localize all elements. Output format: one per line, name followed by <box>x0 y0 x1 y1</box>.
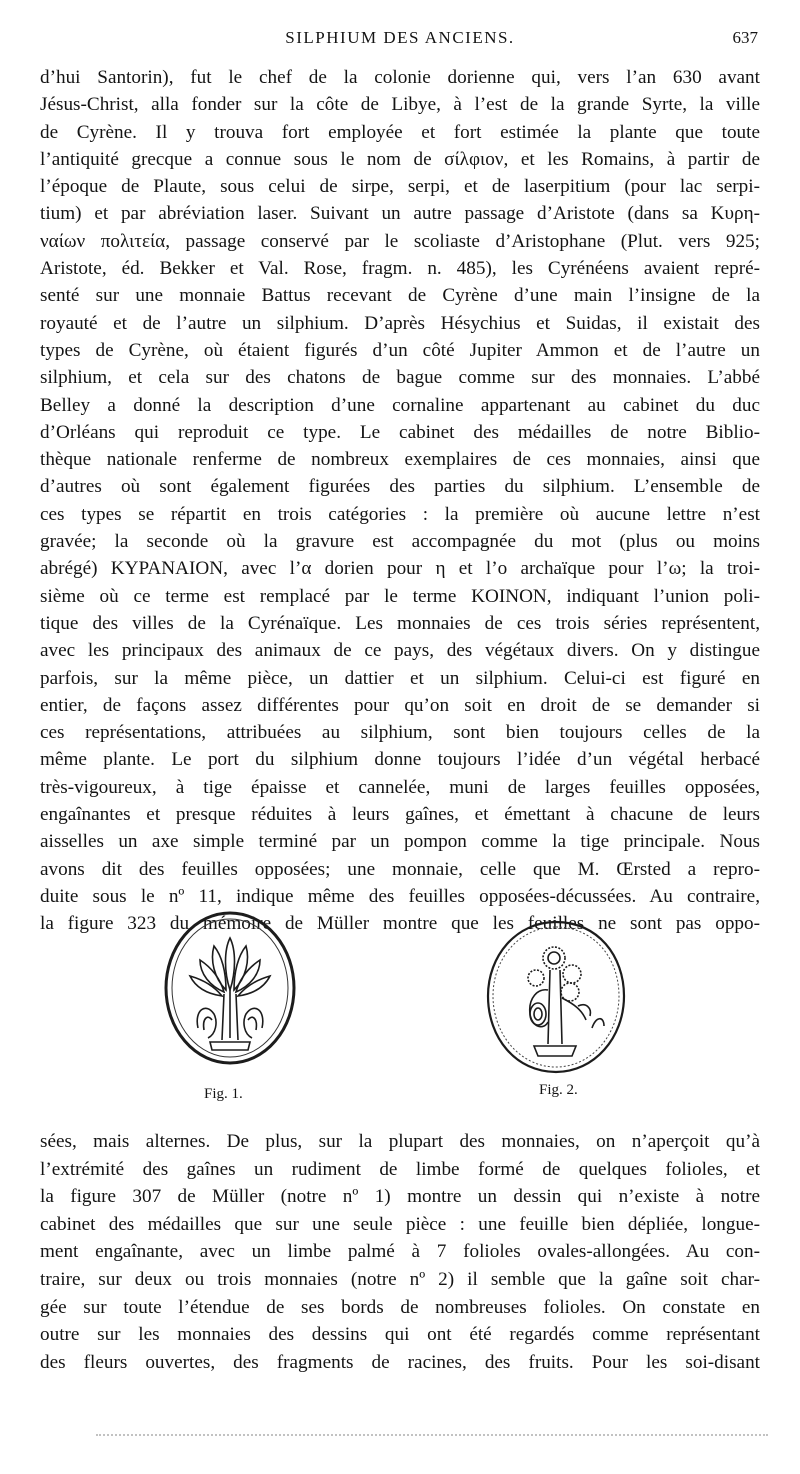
text-line: outre sur les monnaies des dessins qui ont été regardés comme représentant <box>40 1324 760 1346</box>
text-line: abrégé) KYPANAION, avec l’α dorien pour η et l’o archaïque pour l’ω; la troi- <box>40 558 760 580</box>
running-title: SILPHIUM DES ANCIENS. <box>285 28 515 47</box>
text-line: duite sous le nº 11, indique même des feuilles opposées-décussées. Au contraire, <box>40 885 760 907</box>
figure-2-caption: Fig. 2. <box>539 1082 578 1098</box>
text-line: la figure 323 du mémoire de Müller montre que les feuilles ne sont pas oppo- <box>40 913 760 935</box>
text-line: Jésus-Christ, alla fonder sur la côte de Libye, à l’est de la grande Syrte, la ville <box>40 94 760 116</box>
paragraph-2 <box>40 1128 760 1376</box>
text-line: très-vigoureux, à tige épaisse et cannelée, muni de larges feuilles opposées, <box>40 776 760 798</box>
text-line: avons dit des feuilles opposées; une monnaie, celle que M. Œrsted a repro- <box>40 858 760 880</box>
text-line: d’Orléans qui reproduit ce type. Le cabinet des médailles de notre Biblio- <box>40 421 760 443</box>
text-line: la figure 307 de Müller (notre nº 1) montre un dessin qui n’existe à notre <box>40 1186 760 1208</box>
text-line: l’extrémité des gaînes un rudiment de limbe formé de quelques folioles, et <box>40 1158 760 1180</box>
text-line: cabinet des médailles que sur une seule pièce : une feuille bien dépliée, longue- <box>40 1213 760 1235</box>
text-line: avec les principaux des animaux de ce pays, des végétaux divers. On y distingue <box>40 640 760 662</box>
text-line: aisselles un axe simple terminé par un pompon comme la tige principale. Nous <box>40 831 760 853</box>
page-header <box>40 28 760 54</box>
text-line: Aristote, éd. Bekker et Val. Rose, fragm. n. 485), les Cyrénéens avaient repré- <box>40 258 760 280</box>
text-line: d’autres où sont également figurées des parties du silphium. L’ensemble de <box>40 476 760 498</box>
text-line: entier, de façons assez différentes pour qu’on soit en droit de se demander si <box>40 694 760 716</box>
text-line: ces types se répartit en trois catégories : la première où aucune lettre n’est <box>40 503 760 525</box>
text-line: ναίων πολιτεία, passage conservé par le scoliaste d’Aristophane (Plut. vers 925; <box>40 230 760 252</box>
text-line: sées, mais alternes. De plus, sur la plupart des monnaies, on n’aperçoit qu’à <box>40 1131 760 1152</box>
text-line: tique des villes de la Cyrénaïque. Les monnaies de ces trois séries représentent, <box>40 612 760 634</box>
text-line: ces représentations, attribuées au silphium, sont bien toujours celles de la <box>40 722 760 744</box>
text-line: l’antiquité grecque a connue sous le nom de σίλφιον, et les Romains, à partir de <box>40 148 760 170</box>
text-line: de Cyrène. Il y trouva fort employée et fort estimée la plante que toute <box>40 121 760 143</box>
text-line: même plante. Le port du silphium donne toujours l’idée d’un végétal herbacé <box>40 749 760 771</box>
text-line: d’hui Santorin), fut le chef de la colonie dorienne qui, vers l’an 630 avant <box>40 67 760 88</box>
text-line: silphium, et cela sur des chatons de bague comme sur des monnaies. L’abbé <box>40 367 760 389</box>
figure-2-coin <box>482 918 630 1078</box>
paragraph-1 <box>40 64 760 938</box>
text-line: gée sur toute l’étendue de ses bords de nombreuses folioles. On constate en <box>40 1296 760 1318</box>
text-line: gravée; la seconde où la gravure est accompagnée du mot (plus ou moins <box>40 531 760 553</box>
text-line: engaînantes et presque réduites à leurs gaînes, et émettant à chacune de leurs <box>40 804 760 826</box>
text-line: des fleurs ouvertes, des fragments de racines, des fruits. Pour les soi-disant <box>40 1351 760 1373</box>
text-line: tium) et par abréviation laser. Suivant un autre passage d’Aristote (dans sa Κυρη- <box>40 203 760 225</box>
text-line: l’époque de Plaute, sous celui de sirpe, serpi, et de laserpitium (pour lac serpi- <box>40 176 760 198</box>
text-line: royauté et de l’autre un silphium. D’après Hésychius et Suidas, il existait des <box>40 312 760 334</box>
text-line: parfois, sur la même pièce, un dattier et un silphium. Celui-ci est figuré en <box>40 667 760 689</box>
figure-1-caption: Fig. 1. <box>204 1086 243 1102</box>
text-line: Belley a donné la description d’une cornaline appartenant au cabinet du duc <box>40 394 760 416</box>
text-line: sième où ce terme est remplacé par le terme KOINON, indiquant l’union poli- <box>40 585 760 607</box>
text-line: senté sur une monnaie Battus recevant de Cyrène d’une main l’insigne de la <box>40 285 760 307</box>
text-line: types de Cyrène, où étaient figurés d’un côté Jupiter Ammon et de l’autre un <box>40 339 760 361</box>
silphium-leaf-coin-drawing <box>160 910 300 1070</box>
text-line: traire, sur deux ou trois monnaies (notre nº 2) il semble que la gaîne soit char- <box>40 1268 760 1290</box>
figure-1-coin <box>160 910 300 1070</box>
text-line: ment engaînante, avec un limbe palmé à 7 folioles ovales-allongées. Au con- <box>40 1241 760 1263</box>
scan-artifact <box>96 1434 768 1440</box>
text-line: thèque nationale renferme de nombreux exemplaires de ces monnaies, ainsi que <box>40 449 760 471</box>
page-number: 637 <box>732 28 758 47</box>
silphium-plant-coin-drawing <box>482 918 630 1078</box>
